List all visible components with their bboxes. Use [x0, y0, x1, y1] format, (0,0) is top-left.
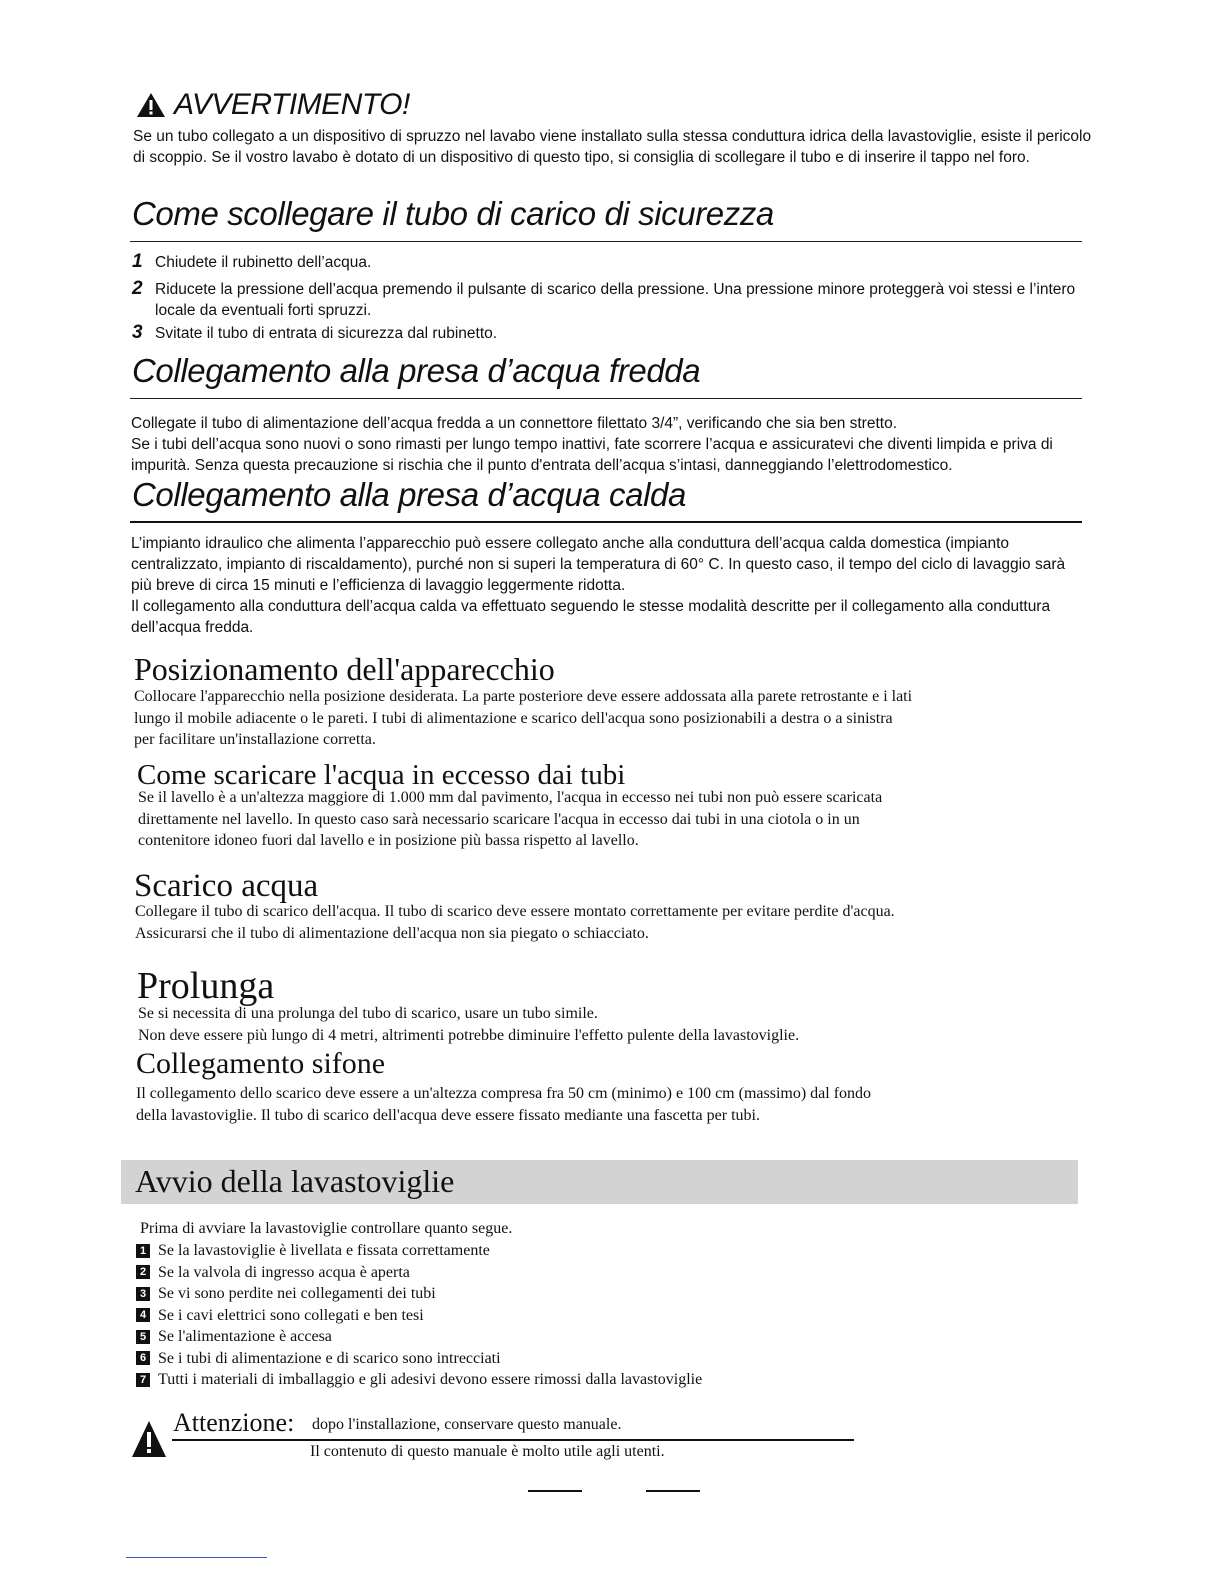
attention-line-2: Il contenuto di questo manuale è molto utile agli utenti.	[310, 1443, 665, 1460]
list-item: 5 Se l'alimentazione è accesa	[136, 1326, 702, 1348]
number-box-icon: 1	[136, 1244, 150, 1258]
warning-text: Se un tubo collegato a un dispositivo di spruzzo nel lavabo viene installato sulla stessa conduttura idrica della lavastoviglie, esiste il pericolo di scoppio. Se il vostro lavabo è dotato di un dispositivo di questo tipo, si consiglia di scollegare il tubo e di inserire il tappo nel foro.	[133, 128, 1092, 166]
warning-icon	[136, 92, 166, 118]
paragraph: Collegate il tubo di alimentazione dell’acqua fredda a un connettore filettato 3/4”, verificando che sia ben stretto.	[131, 415, 898, 432]
section-extension-body	[138, 1003, 938, 1046]
section-divider	[130, 241, 1082, 242]
number-box-icon: 7	[136, 1373, 150, 1387]
paragraph: Il collegamento alla conduttura dell’acqua calda va effettuato seguendo le stesse modalità descritte per il collegamento alla conduttura dell’acqua fredda.	[131, 598, 1051, 636]
list-item: 3 Se vi sono perdite nei collegamenti dei tubi	[136, 1283, 702, 1305]
section-drain-body	[135, 901, 915, 944]
start-checklist	[136, 1240, 702, 1391]
footer-rule-left	[528, 1490, 582, 1492]
section-cold-title: Collegamento alla presa d’acqua fredda	[132, 352, 701, 389]
section-hot-body	[131, 533, 1086, 638]
section-position-body: Collocare l'apparecchio nella posizione desiderata. La parte posteriore deve essere addossata alla parete retrostante e i lati lungo il mobile adiacente o le pareti. I tubi di alimentazione e scarico dell'acqua sono posizionabili a destra o a sinistra per facilitare un'installazione corretta.	[134, 688, 913, 748]
footer-rule-right	[646, 1490, 700, 1492]
list-item: 1 Chiudete il rubinetto dell’acqua.	[132, 251, 372, 272]
list-item: 6 Se i tubi di alimentazione e di scarico sono intrecciati	[136, 1348, 702, 1370]
list-item: 4 Se i cavi elettrici sono collegati e ben tesi	[136, 1305, 702, 1327]
section-extension-title: Prolunga	[137, 965, 275, 1007]
list-item: 2 Riducete la pressione dell’acqua premendo il pulsante di scarico della pressione. Una pressione minore proteggerà voi stessi e l’intero locale da eventuali forti spruzzi.	[132, 278, 1076, 319]
paragraph: Se i tubi dell’acqua sono nuovi o sono rimasti per lungo tempo inattivi, fate scorrere l’acqua e assicuratevi che diventi limpida e priva di impurità. Senza questa precauzione si rischia che il punto d'entrata dell’acqua s’intasi, danneggiando l’elettrodomestico.	[131, 436, 1053, 474]
paragraph: Collegare il tubo di scarico dell'acqua. Il tubo di scarico deve essere montato correttamente per evitare perdite d'acqua.	[135, 903, 895, 920]
section-disconnect-title: Come scollegare il tubo di carico di sicurezza	[132, 195, 774, 232]
paragraph: Assicurarsi che il tubo di alimentazione dell'acqua non sia piegato o schiacciato.	[135, 924, 649, 942]
section-hot-title: Collegamento alla presa d’acqua calda	[132, 476, 686, 513]
number-box-icon: 4	[136, 1308, 150, 1322]
section-cold-body	[131, 413, 1081, 476]
paragraph: L’impianto idraulico che alimenta l’apparecchio può essere collegato anche alla conduttura dell’acqua calda domestica (impianto centralizzato, impianto di riscaldamento), purché non si superi la temperatura di 60° C. In questo caso, il tempo del ciclo di lavaggio sarà più breve di circa 15 minuti e l’efficienza di lavaggio leggermente ridotta.	[131, 535, 1066, 594]
list-item: 3 Svitate il tubo di entrata di sicurezza dal rubinetto.	[132, 322, 498, 343]
number-box-icon: 5	[136, 1330, 150, 1344]
attention-line-1: dopo l'installazione, conservare questo manuale.	[312, 1416, 622, 1433]
section-divider	[130, 398, 1082, 399]
section-drain-title: Scarico acqua	[134, 868, 319, 904]
warning-icon	[131, 1420, 167, 1463]
section-siphon-body: Il collegamento dello scarico deve essere a un'altezza compresa fra 50 cm (minimo) e 100 cm (massimo) dal fondo della lavastoviglie. Il tubo di scarico dell'acqua deve essere fissato mediante una fascetta per tubi.	[136, 1085, 872, 1124]
list-item: 2 Se la valvola di ingresso acqua è aperta	[136, 1262, 702, 1284]
section-excess-body: Se il lavello è a un'altezza maggiore di 1.000 mm dal pavimento, l'acqua in eccesso nei tubi non può essere scaricata direttamente nel lavello. In questo caso sarà necessario scaricare l'acqua in eccesso dai tubi in una ciotola o in un contenitore idoneo fuori dal lavello e in posizione più bassa rispetto al lavello.	[138, 789, 883, 849]
paragraph: Non deve essere più lungo di 4 metri, altrimenti potrebbe diminuire l'effetto pulente della lavastoviglie.	[138, 1026, 800, 1044]
section-siphon-title: Collegamento sifone	[136, 1047, 386, 1080]
section-excess-title: Come scaricare l'acqua in eccesso dai tubi	[137, 759, 626, 791]
section-divider	[130, 521, 1082, 523]
attention-title: Attenzione:	[173, 1408, 295, 1437]
warning-title	[136, 88, 410, 122]
list-item: 7 Tutti i materiali di imballaggio e gli adesivi devono essere rimossi dalla lavastoviglie	[136, 1369, 702, 1391]
section-start-intro: Prima di avviare la lavastoviglie controllare quanto segue.	[140, 1220, 513, 1237]
warning-title-text: AVVERTIMENTO!	[174, 88, 410, 121]
attention-divider	[172, 1439, 854, 1441]
section-position-title: Posizionamento dell'apparecchio	[134, 651, 555, 687]
number-box-icon: 3	[136, 1287, 150, 1301]
disconnect-steps	[132, 252, 1082, 344]
list-item: 1 Se la lavastoviglie è livellata e fissata correttamente	[136, 1240, 702, 1262]
paragraph: Se si necessita di una prolunga del tubo di scarico, usare un tubo simile.	[138, 1005, 598, 1022]
number-box-icon: 6	[136, 1351, 150, 1365]
number-box-icon: 2	[136, 1265, 150, 1279]
section-start-title: Avvio della lavastoviglie	[135, 1163, 455, 1199]
footer-link-rule	[126, 1557, 267, 1558]
